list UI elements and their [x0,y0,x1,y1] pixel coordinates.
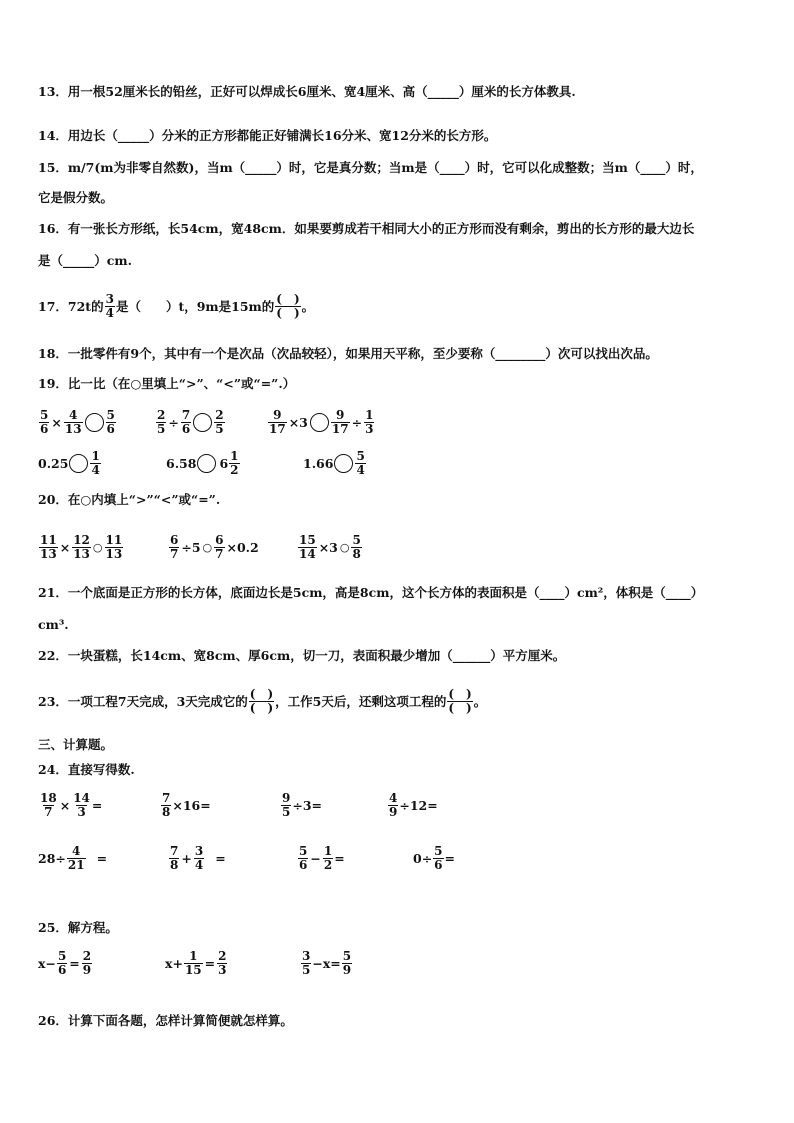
question-21-line1: 21．一个底面是正方形的长方体，底面边长是5cm，高是8cm，这个长方体的表面积是（____）cm²，体积是（____） [38,585,704,600]
comparison-circle[interactable] [193,413,212,432]
question-15-line1: 15．m/7(m为非零自然数)，当m（_____）时，它是真分数；当m是（____）时，它可以化成整数；当m（____）时， [38,160,703,175]
question-26: 26．计算下面各题，怎样计算简便就怎样算。 [38,1013,293,1028]
question-20-title: 20．在○内填上“>”“<”或“=”. [38,492,221,507]
comparison-circle[interactable] [69,454,88,473]
q24-row1-item-d: $\frac{4}{9}$ ÷12= [389,790,438,819]
q19-row1-item-b: $\frac{2}{5}$ ÷ $\frac{7}{6}$ $\frac{2}{5}$ [157,407,224,436]
q19-row2-item-c: 1.66 $\frac{5}{4}$ [303,448,365,477]
q25-equation-a: x− $\frac{5}{6}$ = $\frac{2}{9}$ [38,948,92,977]
comparison-circle[interactable] [85,413,104,432]
comparison-circle[interactable]: ○ [92,540,103,554]
q24-row1-item-c: $\frac{9}{5}$ ÷3= [282,790,323,819]
question-15-line2: 它是假分数。 [38,190,114,205]
q23-answer-fraction-blank-1[interactable]: $\frac{( )}{( )}$ [249,686,274,715]
q24-row2-item-c: $\frac{5}{6}$ − $\frac{1}{2}$ = [299,843,345,872]
question-21-line2: cm³. [38,617,69,632]
q17-suffix: 。 [301,299,315,314]
q24-row2-item-b: $\frac{7}{8}$ + $\frac{3}{4}$ = [170,843,226,872]
q19-row1-item-a: $\frac{5}{6}$ × $\frac{4}{13}$ $\frac{5}{6}$ [40,407,115,436]
q24-row1-item-b: $\frac{7}{8}$ ×16= [162,790,211,819]
comparison-circle[interactable]: ○ [339,540,350,554]
question-16-line2: 是（_____）cm. [38,253,132,268]
question-24-title: 24．直接写得数. [38,762,135,777]
q25-equation-c: $\frac{3}{5}$ −x= $\frac{5}{9}$ [302,948,352,977]
q20-item-a: $\frac{11}{13}$ × $\frac{12}{13}$ ○ $\frac{11}{13}$ [40,532,123,561]
question-22: 22．一块蛋糕，长14cm、宽8cm、厚6cm，切一刀，表面积最少增加（______）平方厘米。 [38,648,566,663]
q17-fraction: $\frac{3}{4}$ [105,291,114,320]
q20-item-c: $\frac{15}{14}$ ×3 ○ $\frac{5}{8}$ [299,532,361,561]
comparison-circle[interactable] [334,454,353,473]
q19-row2-item-a: 0.25 $\frac{1}{4}$ [38,448,100,477]
comparison-circle[interactable]: ○ [202,540,213,554]
q24-row1-item-a: $\frac{18}{7}$ × $\frac{14}{3}$ = [40,790,103,819]
q17-mid: 是（ ）t，9m是15m的 [115,299,275,314]
comparison-circle[interactable] [310,413,329,432]
q24-row2-item-a: 28÷ $\frac{4}{21}$ = [38,843,108,872]
q23-answer-fraction-blank-2[interactable]: $\frac{( )}{( )}$ [448,686,472,715]
q20-item-b: $\frac{6}{7}$ ÷5 ○ $\frac{6}{7}$ ×0.2 [170,532,259,561]
q17-prefix: 17．72t的 [38,299,104,314]
question-17 [38,286,314,326]
question-25-title: 25．解方程。 [38,920,118,935]
section-3-title: 三、计算题。 [38,737,114,752]
q25-equation-b: x+ $\frac{1}{15}$ = $\frac{2}{3}$ [165,948,227,977]
question-18: 18．一批零件有9个，其中有一个是次品（次品较轻），如果用天平称，至少要称（________）次可以找出次品。 [38,346,658,361]
q24-row2-item-d: 0÷ $\frac{5}{6}$ = [413,843,456,872]
question-13: 13．用一根52厘米长的铅丝，正好可以焊成长6厘米、宽4厘米、高（_____）厘米的长方体教具. [38,84,576,99]
question-23: 23．一项工程7天完成，3天完成它的 $\frac{( )}{( )}$ ，工作5天后，还剩这项工程的 $\frac{( )}{( )}$ 。 [38,686,487,715]
q19-row1-item-c: $\frac{9}{17}$ ×3 $\frac{9}{17}$ ÷ $\frac{1}{3}$ [269,407,374,436]
q19-row2-item-b: 6.58 6 $\frac{1}{2}$ [166,448,239,477]
question-16-line1: 16．有一张长方形纸，长54cm，宽48cm．如果要剪成若干相同大小的正方形而没有剩余，剪出的长方形的最大边长 [38,221,695,236]
q17-answer-fraction-blank[interactable]: $\frac{( )}{( )}$ [276,291,300,320]
comparison-circle[interactable] [197,454,216,473]
question-19-title: 19．比一比（在○里填上“>”、“<”或“=”.） [38,376,296,391]
question-14: 14．用边长（_____）分米的正方形都能正好铺满长16分米、宽12分米的长方形。 [38,128,497,143]
